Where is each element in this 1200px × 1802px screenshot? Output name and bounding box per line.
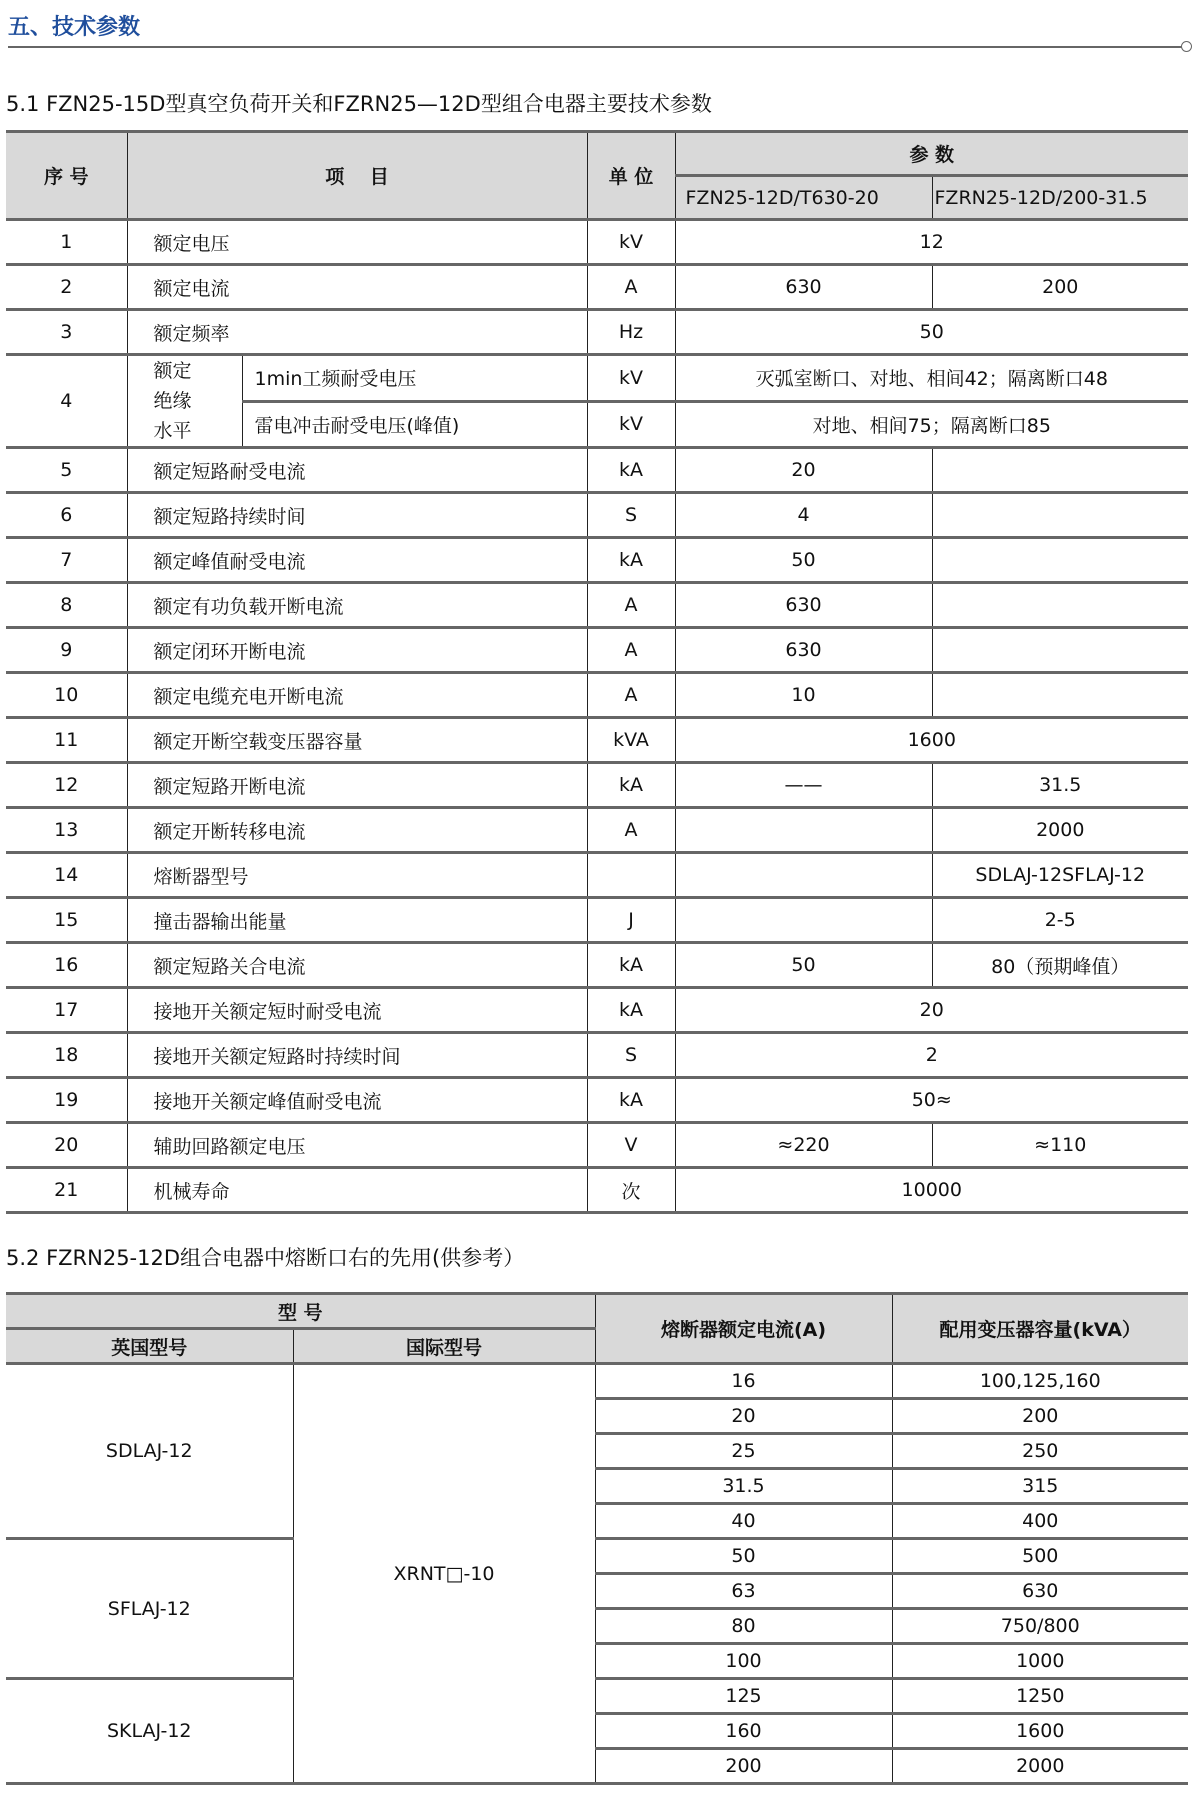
row-unit: Hz (587, 310, 675, 355)
transformer-capacity: 315 (892, 1469, 1188, 1504)
row-unit: A (587, 628, 675, 673)
row-unit: S (587, 1033, 675, 1078)
table-row (6, 853, 1188, 898)
transformer-capacity: 1000 (892, 1644, 1188, 1679)
header-capacity: 配用变压器容量(kVA） (892, 1294, 1188, 1364)
table-row (6, 808, 1188, 853)
row-value-fzn: 10 (675, 673, 932, 718)
row-no: 18 (6, 1033, 127, 1078)
row-unit: A (587, 583, 675, 628)
row-unit: A (587, 673, 675, 718)
row-no: 21 (6, 1168, 127, 1213)
header-unit: 单 位 (587, 132, 675, 220)
row-unit: kA (587, 988, 675, 1033)
fuse-current: 20 (595, 1399, 892, 1434)
row-value-fzrn (932, 538, 1188, 583)
row-value-fzn: 20 (675, 448, 932, 493)
row-value: 10000 (675, 1168, 1188, 1213)
fuse-current: 63 (595, 1574, 892, 1609)
row-unit: kV (587, 401, 675, 448)
fuse-current: 160 (595, 1714, 892, 1749)
main-parameters-table (6, 130, 1188, 1214)
row-item: 额定闭环开断电流 (127, 628, 587, 673)
row-no: 13 (6, 808, 127, 853)
transformer-capacity: 100,125,160 (892, 1364, 1188, 1399)
row-value-fzn: 4 (675, 493, 932, 538)
row-item: 接地开关额定短时耐受电流 (127, 988, 587, 1033)
table-row (6, 943, 1188, 988)
table-row (6, 1364, 1188, 1399)
row-subitem: 雷电冲击耐受电压(峰值) (242, 401, 587, 448)
table-row (6, 1679, 1188, 1714)
table-row (6, 1033, 1188, 1078)
row-value-fzn: 50 (675, 538, 932, 583)
table-row (6, 310, 1188, 355)
row-value-fzn: —— (675, 763, 932, 808)
row-item: 熔断器型号 (127, 853, 587, 898)
fuse-current: 100 (595, 1644, 892, 1679)
row-value-fzn: 630 (675, 583, 932, 628)
row-value: 50 (675, 310, 1188, 355)
table-row (6, 718, 1188, 763)
row-no: 4 (6, 355, 127, 448)
row-no: 16 (6, 943, 127, 988)
row-unit (587, 853, 675, 898)
divider-end-circle-icon (1181, 41, 1192, 52)
row-unit: kA (587, 448, 675, 493)
header-col-a: FZN25-12D/T630-20 (675, 176, 932, 220)
row-item: 额定短路耐受电流 (127, 448, 587, 493)
transformer-capacity: 750/800 (892, 1609, 1188, 1644)
fuse-current: 125 (595, 1679, 892, 1714)
section-1-heading: 5.1 FZN25-15D型真空负荷开关和FZRN25—12D型组合电器主要技术参数 (6, 92, 712, 116)
row-no: 3 (6, 310, 127, 355)
row-value: 12 (675, 220, 1188, 265)
fuse-current: 16 (595, 1364, 892, 1399)
row-item: 撞击器输出能量 (127, 898, 587, 943)
table-row (6, 1078, 1188, 1123)
table-row (6, 763, 1188, 808)
row-value: 灭弧室断口、对地、相间42；隔离断口48 (675, 355, 1188, 402)
row-value: 对地、相间75；隔离断口85 (675, 401, 1188, 448)
row-item: 额定短路关合电流 (127, 943, 587, 988)
row-value-fzrn (932, 583, 1188, 628)
transformer-capacity: 630 (892, 1574, 1188, 1609)
row-unit: kA (587, 538, 675, 583)
row-value: 20 (675, 988, 1188, 1033)
header-uk-model: 英国型号 (6, 1329, 293, 1364)
row-item: 额定绝缘水平 (127, 355, 242, 448)
row-unit: kA (587, 1078, 675, 1123)
row-no: 7 (6, 538, 127, 583)
row-item: 额定电缆充电开断电流 (127, 673, 587, 718)
fuse-current: 40 (595, 1504, 892, 1539)
row-no: 9 (6, 628, 127, 673)
row-value-fzrn (932, 628, 1188, 673)
row-item: 额定短路开断电流 (127, 763, 587, 808)
transformer-capacity: 200 (892, 1399, 1188, 1434)
table-row (6, 448, 1188, 493)
row-value-fzn: 630 (675, 265, 932, 310)
row-unit: S (587, 493, 675, 538)
table-row (6, 628, 1188, 673)
row-unit: A (587, 265, 675, 310)
header-params: 参 数 (675, 132, 1188, 176)
row-no: 1 (6, 220, 127, 265)
header-item: 项 目 (127, 132, 587, 220)
fuse-selection-table (6, 1292, 1188, 1785)
row-value-fzrn: 200 (932, 265, 1188, 310)
table-row (6, 583, 1188, 628)
uk-model: SKLAJ-12 (6, 1679, 293, 1784)
row-subitem: 1min工频耐受电压 (242, 355, 587, 402)
table-row (6, 220, 1188, 265)
row-item: 接地开关额定短路时持续时间 (127, 1033, 587, 1078)
fuse-current: 25 (595, 1434, 892, 1469)
row-no: 19 (6, 1078, 127, 1123)
table-row (6, 493, 1188, 538)
row-unit: kA (587, 763, 675, 808)
table-row (6, 265, 1188, 310)
row-item: 额定有功负载开断电流 (127, 583, 587, 628)
row-value-fzrn (932, 673, 1188, 718)
row-no: 8 (6, 583, 127, 628)
fuse-current: 50 (595, 1539, 892, 1574)
fuse-current: 80 (595, 1609, 892, 1644)
row-value-fzn: 630 (675, 628, 932, 673)
table-row (6, 673, 1188, 718)
row-no: 15 (6, 898, 127, 943)
row-no: 5 (6, 448, 127, 493)
uk-model: SFLAJ-12 (6, 1539, 293, 1679)
table-row (6, 538, 1188, 583)
header-col-b: FZRN25-12D/200-31.5 (932, 176, 1188, 220)
page-title: 五、技术参数 (8, 15, 141, 40)
row-no: 17 (6, 988, 127, 1033)
row-item: 接地开关额定峰值耐受电流 (127, 1078, 587, 1123)
header-intl-model: 国际型号 (293, 1329, 595, 1364)
row-no: 12 (6, 763, 127, 808)
row-no: 10 (6, 673, 127, 718)
transformer-capacity: 500 (892, 1539, 1188, 1574)
fuse-current: 31.5 (595, 1469, 892, 1504)
transformer-capacity: 2000 (892, 1749, 1188, 1784)
section-2-heading: 5.2 FZRN25-12D组合电器中熔断口右的先用(供参考） (6, 1246, 525, 1270)
row-unit: J (587, 898, 675, 943)
row-value: 1600 (675, 718, 1188, 763)
intl-model: XRNT□-10 (293, 1364, 595, 1784)
table-row (6, 1168, 1188, 1213)
row-no: 14 (6, 853, 127, 898)
row-no: 11 (6, 718, 127, 763)
row-item: 辅助回路额定电压 (127, 1123, 587, 1168)
table-row (6, 1539, 1188, 1574)
transformer-capacity: 250 (892, 1434, 1188, 1469)
row-value-fzn: 50 (675, 943, 932, 988)
row-no: 6 (6, 493, 127, 538)
row-value-fzn (675, 853, 932, 898)
row-no: 2 (6, 265, 127, 310)
row-unit: V (587, 1123, 675, 1168)
table-row (6, 1123, 1188, 1168)
header-no: 序 号 (6, 132, 127, 220)
row-value-fzn (675, 898, 932, 943)
table-row (6, 355, 1188, 402)
header-current: 熔断器额定电流(A) (595, 1294, 892, 1364)
row-item: 额定短路持续时间 (127, 493, 587, 538)
row-item: 额定开断空载变压器容量 (127, 718, 587, 763)
fuse-current: 200 (595, 1749, 892, 1784)
row-value-fzrn: SDLAJ-12SFLAJ-12 (932, 853, 1188, 898)
row-value: 2 (675, 1033, 1188, 1078)
table-row (6, 988, 1188, 1033)
row-no: 20 (6, 1123, 127, 1168)
transformer-capacity: 400 (892, 1504, 1188, 1539)
row-unit: kVA (587, 718, 675, 763)
row-value-fzrn: 31.5 (932, 763, 1188, 808)
uk-model: SDLAJ-12 (6, 1364, 293, 1539)
table-row (6, 898, 1188, 943)
row-unit: A (587, 808, 675, 853)
row-item: 额定频率 (127, 310, 587, 355)
header-model: 型 号 (6, 1294, 595, 1329)
row-value-fzrn: 2000 (932, 808, 1188, 853)
row-value-fzrn: 2-5 (932, 898, 1188, 943)
row-unit: 次 (587, 1168, 675, 1213)
row-item: 额定开断转移电流 (127, 808, 587, 853)
row-value-fzn: ≈220 (675, 1123, 932, 1168)
row-value-fzn (675, 808, 932, 853)
row-unit: kA (587, 943, 675, 988)
row-item: 额定电压 (127, 220, 587, 265)
row-unit: kV (587, 355, 675, 402)
title-divider (8, 46, 1184, 48)
row-item: 机械寿命 (127, 1168, 587, 1213)
row-unit: kV (587, 220, 675, 265)
row-item: 额定电流 (127, 265, 587, 310)
row-value: 50≈ (675, 1078, 1188, 1123)
row-item: 额定峰值耐受电流 (127, 538, 587, 583)
transformer-capacity: 1250 (892, 1679, 1188, 1714)
row-value-fzrn: 80（预期峰值） (932, 943, 1188, 988)
row-value-fzrn: ≈110 (932, 1123, 1188, 1168)
transformer-capacity: 1600 (892, 1714, 1188, 1749)
row-value-fzrn (932, 448, 1188, 493)
row-value-fzrn (932, 493, 1188, 538)
